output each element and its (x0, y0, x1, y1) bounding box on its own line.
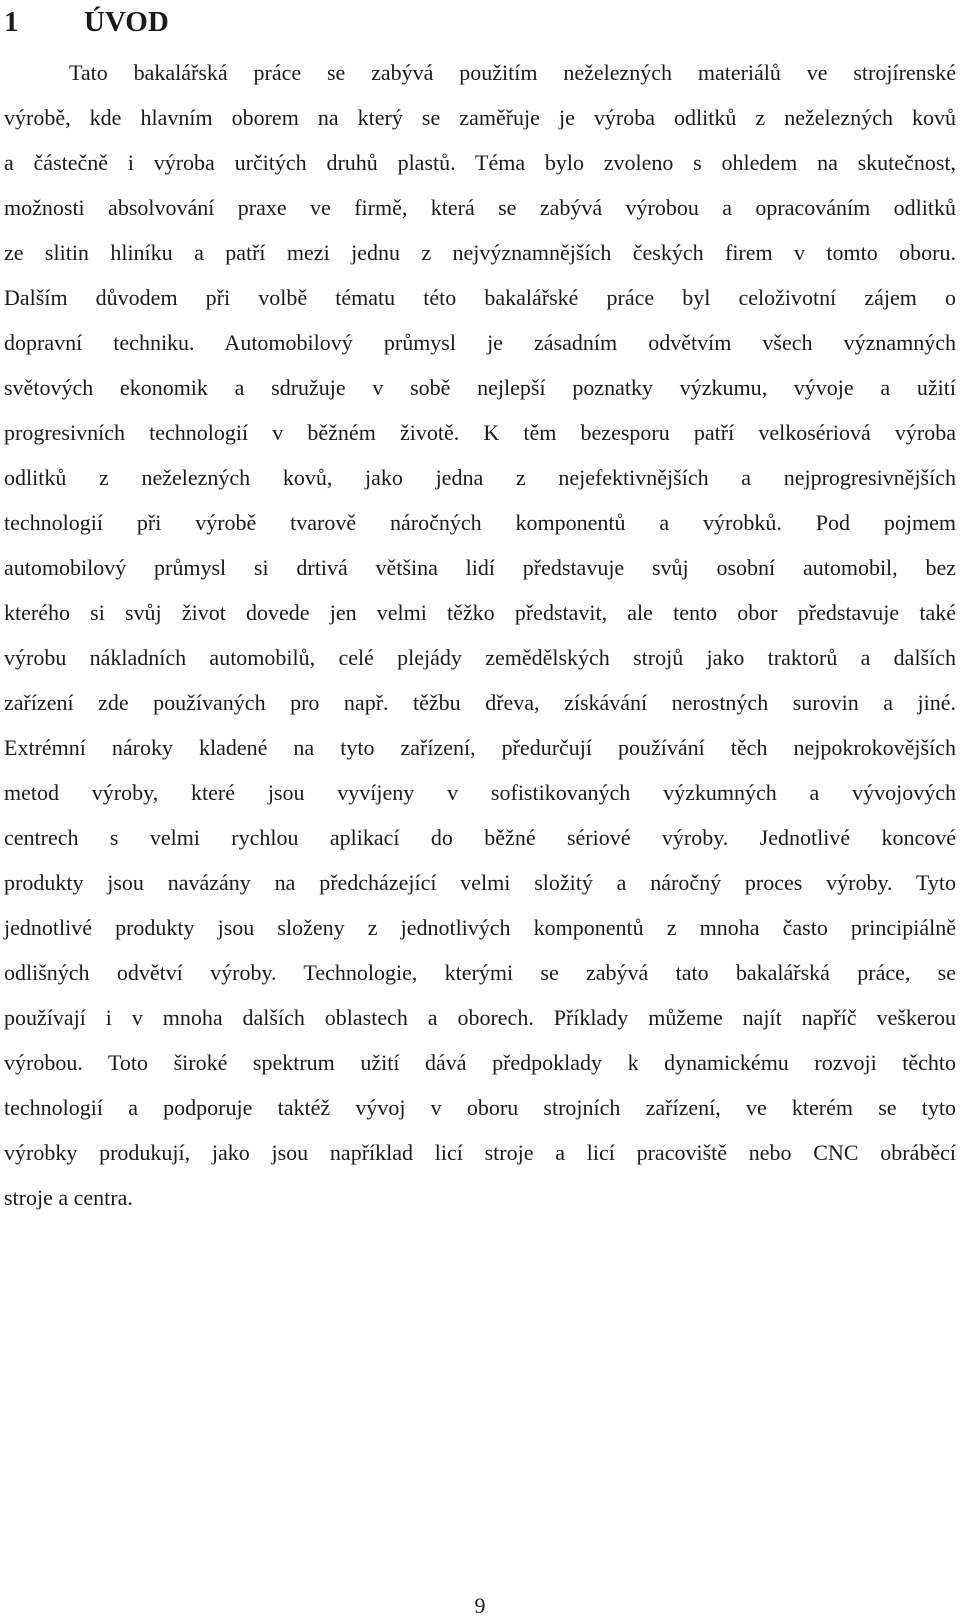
paragraph-line: odlitků z neželezných kovů, jako jedna z nejefektivnějších a nejprogresivnějších (4, 465, 956, 490)
paragraph-line: jednotlivé produkty jsou složeny z jednotlivých komponentů z mnoha často principiálně (4, 915, 956, 940)
paragraph-line: Tato bakalářská práce se zabývá použitím neželezných materiálů ve strojírenské (69, 60, 956, 85)
paragraph-line: produkty jsou navázány na předcházející velmi složitý a náročný proces výroby. Tyto (4, 870, 956, 895)
chapter-number: 1 (4, 6, 19, 38)
paragraph-line: zařízení zde používaných pro např. těžbu dřeva, získávání nerostných surovin a jiné. (4, 690, 956, 715)
paragraph-line: světových ekonomik a sdružuje v sobě nejlepší poznatky výzkumu, vývoje a užití (4, 375, 956, 400)
paragraph-line: centrech s velmi rychlou aplikací do běžné sériové výroby. Jednotlivé koncové (4, 825, 956, 850)
paragraph-line: výrobou. Toto široké spektrum užití dává předpoklady k dynamickému rozvoji těchto (4, 1050, 956, 1075)
paragraph-line: technologií a podporuje taktéž vývoj v oboru strojních zařízení, ve kterém se tyto (4, 1095, 956, 1120)
paragraph-line: technologií při výrobě tvarově náročných komponentů a výrobků. Pod pojmem (4, 510, 956, 535)
chapter-heading (4, 2, 169, 42)
paragraph-line: Dalším důvodem při volbě tématu této bakalářské práce byl celoživotní zájem o (4, 285, 956, 310)
paragraph-line: ze slitin hliníku a patří mezi jednu z nejvýznamnějších českých firem v tomto oboru. (4, 240, 956, 265)
paragraph-line: progresivních technologií v běžném životě. K těm bezesporu patří velkosériová výroba (4, 420, 956, 445)
paragraph-line: výrobky produkují, jako jsou například licí stroje a licí pracoviště nebo CNC obráběcí (4, 1140, 956, 1165)
page-number: 9 (474, 1593, 486, 1618)
paragraph-line: odlišných odvětví výroby. Technologie, kterými se zabývá tato bakalářská práce, se (4, 960, 956, 985)
paragraph-line: kterého si svůj život dovede jen velmi těžko představit, ale tento obor představuje také (4, 600, 956, 625)
paragraph-line: stroje a centra. (4, 1185, 133, 1210)
paragraph-line: a částečně i výroba určitých druhů plastů. Téma bylo zvoleno s ohledem na skutečnost, (4, 150, 956, 175)
paragraph-line: Extrémní nároky kladené na tyto zařízení, předurčují používání těch nejpokrokovějších (4, 735, 956, 760)
paragraph-line: možnosti absolvování praxe ve firmě, která se zabývá výrobou a opracováním odlitků (4, 195, 956, 220)
paragraph-line: výrobě, kde hlavním oborem na který se zaměřuje je výroba odlitků z neželezných kovů (4, 105, 956, 130)
paragraph-line: metod výroby, které jsou vyvíjeny v sofistikovaných výzkumných a vývojových (4, 780, 956, 805)
chapter-title: ÚVOD (84, 6, 169, 38)
paragraph-line: výrobu nákladních automobilů, celé plejády zemědělských strojů jako traktorů a dalších (4, 645, 956, 670)
paragraph-line: používají i v mnoha dalších oblastech a oborech. Příklady můžeme najít napříč veškerou (4, 1005, 956, 1030)
paragraph-line: automobilový průmysl si drtivá většina lidí představuje svůj osobní automobil, bez (4, 555, 956, 580)
intro-paragraph (4, 54, 956, 1224)
paragraph-line: dopravní techniku. Automobilový průmysl je zásadním odvětvím všech významných (4, 330, 956, 355)
